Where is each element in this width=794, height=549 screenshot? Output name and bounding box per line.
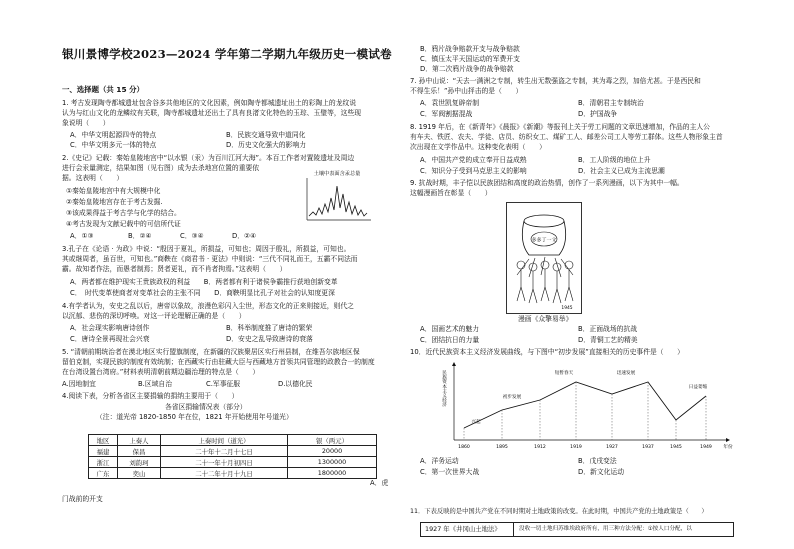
q8-option-b[interactable]: B．工人阶级的地位上升 xyxy=(578,156,651,164)
mercury-chart-title: 土壤中表面含汞总量 xyxy=(313,171,361,177)
table-cell: 福建 xyxy=(89,446,118,457)
q1-option-b[interactable]: B．民族交通导致中道同化 xyxy=(226,131,306,139)
q8-option-a[interactable]: A．中国共产党的成立奉开日益成熟 xyxy=(420,156,527,164)
mercury-chart xyxy=(301,168,373,226)
q6-option-c[interactable]: C．镇压太平天国运动的军费开支 xyxy=(420,55,520,63)
q2-line-1: 2.《史记》记载：秦始皇陵地宫中“以水银（汞）为百川江河大海”。本百工作者对置陵遗址及周边 xyxy=(62,154,355,162)
q4-line-2: 以沉郁、悲伤的深切呼唤。对这一评论理解正确的是（ ） xyxy=(62,312,246,320)
q2-line-2: 进行会汞量测定，结果如图（见右图）成为去杀地宫位置的重要依 xyxy=(62,164,260,172)
table-cell: 奕山 xyxy=(118,468,161,479)
cartoon-year: 1945 xyxy=(561,306,573,311)
q4-option-b[interactable]: B．科举制度推了唐诗的繁荣 xyxy=(226,324,313,332)
q4-line-1: 4.有学者认为，安史之乱以后，唐帝以象故，浪漫色彩闪入尘世，形态文化的正来则接近，则代之 xyxy=(62,302,354,310)
q5-option-a[interactable]: A.因地制宜 xyxy=(62,380,96,388)
table-cell: 二十一年十月初四日 xyxy=(161,457,288,468)
table-cell: 广东 xyxy=(89,468,118,479)
q10-stem: 10．近代民族资本主义经济发展曲线，与下图中“初步发展”直接相关的历史事件是（ ） xyxy=(410,348,684,356)
cartoon-caption: 漫画《众擎易举》 xyxy=(518,315,573,323)
land-policy-year: 1927 年《井冈山土地法》 xyxy=(425,525,501,533)
donation-table xyxy=(88,434,377,479)
section-heading: 一、选择题（共 15 分） xyxy=(62,85,144,94)
q1-line-2: 认为与红山文化的龙鳞纹有关联，陶寺都城遗址还出土了具有良渚文化特色的玉琮、玉璧等，这些现 xyxy=(62,109,362,117)
q7-option-b[interactable]: B．清朝君主专制统治 xyxy=(578,99,644,107)
econ-label-1: 初步发展 xyxy=(502,395,522,400)
econ-year: 1860 xyxy=(458,445,470,450)
table-header-cell: 地区 xyxy=(89,435,118,446)
econ-label-3: 迅速发展 xyxy=(616,371,636,376)
exam-title: 银川景博学校2023—2024 学年第二学期九年级历史一模试卷 xyxy=(62,47,392,61)
land-policy-content: 没收一切土地归苏维埃政府所有，用三种方法分配：①按人口分配，以 xyxy=(519,526,692,532)
q2-item-3: ③该成果得益于考古学与化学的结合。 xyxy=(66,209,181,217)
q6-option-a-tail: 门战前的开支 xyxy=(62,495,103,503)
q2-item-1: ①秦始皇陵地宫中有大规模中化 xyxy=(66,187,161,195)
table-row xyxy=(89,457,377,468)
econ-ylabel: 民族资本主义经济 xyxy=(441,370,447,407)
table-row xyxy=(89,446,377,457)
q10-option-c[interactable]: C．第一次世界大战 xyxy=(420,468,480,476)
q7-option-a[interactable]: A．袁世凯复辟帝制 xyxy=(420,99,480,107)
econ-label-2: 短暂春天 xyxy=(554,371,574,376)
q8-line-3: 次出现在文学作品中。这种变化表明（ ） xyxy=(410,143,546,151)
table-row xyxy=(89,468,377,479)
cartoon-illustration xyxy=(506,202,582,314)
table-cell: 二十年十二月十七日 xyxy=(161,446,288,457)
q6-option-d[interactable]: D．第二次鸦片战争的战争赔款 xyxy=(420,65,514,73)
q2-item-4: ④考古发现为文献记载中的可信所代证 xyxy=(66,220,181,228)
q2-line-3: 据。这表明（ ） xyxy=(62,174,124,182)
econ-year: 1912 xyxy=(534,445,546,450)
econ-year: 1949 xyxy=(700,445,712,450)
q8-option-c[interactable]: C．知识分子受到马克思主义的影响 xyxy=(420,167,527,175)
econ-label-start: 兴起 xyxy=(471,420,481,425)
q1-option-c[interactable]: C．中华文明多元一体的特点 xyxy=(70,141,157,149)
q7-option-c[interactable]: C．军阀割据混战 xyxy=(420,110,473,118)
q3-line-2: 其或继周者，虽百世，可知也。”商鞅在《商君书 · 更法》中则说：“三代不同礼而王，五霸不同法而 xyxy=(62,255,358,263)
table-cell: 20000 xyxy=(288,446,377,457)
table-cell: 1300000 xyxy=(288,457,377,468)
q9-line-1: 9. 抗战时期，丰子恺以民族团结和高度的政治热情，创作了一系列漫画，以下为其中一幅。 xyxy=(410,179,684,187)
q8-line-2: 有车夫、铁匠、农夫、学徒、店员、纺织女工、煤矿工人、邮差公司工人等劳工群体。这些人物形象主首 xyxy=(410,133,723,141)
q2-option-a[interactable]: A．①③ xyxy=(70,232,94,240)
table-header-cell: 银（两元） xyxy=(288,435,377,446)
land-policy-divider xyxy=(513,523,514,536)
q6-stem: 4.阅读下表，分析各省区主要捐输的捐纳主要用于（ ） xyxy=(62,392,239,400)
table-cell: 二十二年十月十九日 xyxy=(161,468,288,479)
q2-option-c[interactable]: C．③④ xyxy=(180,232,204,240)
q1-option-d[interactable]: D．历史文化强大的影响力 xyxy=(226,141,306,149)
q9-option-c[interactable]: C．团结抗日的力量 xyxy=(420,336,480,344)
q4-option-d[interactable]: D．安史之乱导致唐诗的衰落 xyxy=(226,335,313,343)
q5-line-3: 在台湾设置台湾府。”材料表明清朝前期边疆治理的特点是（ ） xyxy=(62,368,260,376)
table-title: 各省区捐输情况表（部分） xyxy=(165,403,247,411)
q4-option-c[interactable]: C．唐诗全景再现社会兴衰 xyxy=(70,335,150,343)
q10-option-a[interactable]: A．洋务运动 xyxy=(420,457,459,465)
table-cell: 1800000 xyxy=(288,468,377,479)
q3-options-cd[interactable]: C． 时代变革使商者对变革社会的主张不同 D．商鞅明显比孔子对社会的认知度更深 xyxy=(70,289,335,297)
econ-label-4: 日益萎缩 xyxy=(688,385,708,390)
q6-option-a[interactable]: A．虎 xyxy=(370,479,389,487)
q4-option-a[interactable]: A．社会现实影响唐诗创作 xyxy=(70,324,150,332)
q5-line-2: 留伯克制，实现民族的制度有效统制；在西藏实行由驻藏大臣与西藏地方首领共同管理的政教合一的制度 xyxy=(62,358,375,366)
table-cell: 浙江 xyxy=(89,457,118,468)
econ-year: 1937 xyxy=(642,445,654,450)
econ-year: 1895 xyxy=(496,445,508,450)
q3-line-1: 3.孔子在《论语 · 为政》中说：“殷因于夏礼，所损益，可知也；周因于殷礼，所损益，可知也。 xyxy=(62,245,351,253)
table-note: （注：道光帝 1820-1850 年在位，1821 年开始使用年号道光） xyxy=(96,413,293,421)
econ-year: 1927 xyxy=(606,445,618,450)
q5-option-d[interactable]: D.以德化民 xyxy=(278,380,313,388)
q3-line-3: 霸。故知者作法，而愚者制焉；贤者更礼，而不肖者拘焉。”这表明（ ） xyxy=(62,265,287,273)
q10-option-d[interactable]: D．新文化运动 xyxy=(578,468,625,476)
q7-line-2: 不得生乐！”孙中山抨击的是（ ） xyxy=(410,87,523,95)
q10-option-b[interactable]: B．戊戌变法 xyxy=(578,457,617,465)
econ-year: 1945 xyxy=(670,445,682,450)
land-policy-table xyxy=(420,522,734,537)
table-header-row xyxy=(89,435,377,446)
econ-xlabel: 年份 xyxy=(723,445,733,450)
q2-item-2: ②秦始皇陵地宫存在于考古发掘. xyxy=(66,198,163,206)
q11-stem: 11．下表反映的是中国共产党在不同时期对土地政策的改变。在此时期，中国共产党的土地政策是（ ） xyxy=(410,508,708,515)
table-header-cell: 上奏人 xyxy=(118,435,161,446)
q6-option-b[interactable]: B．鸦片战争赔款开支与战争赔款 xyxy=(420,45,520,53)
q9-option-d[interactable]: D．青铜工艺的精美 xyxy=(578,336,638,344)
cartoon-vessel-text: 多多丁一文 xyxy=(531,237,557,244)
q5-option-c[interactable]: C.军事征服 xyxy=(206,380,241,388)
mercury-curve xyxy=(309,186,367,216)
economy-curve-diagram xyxy=(416,360,736,452)
econ-year: 1919 xyxy=(570,445,582,450)
table-cell: 保昌 xyxy=(118,446,161,457)
q8-option-d[interactable]: D．社会主义已成为主流思潮 xyxy=(578,167,665,175)
q9-line-2: 这幅漫画旨在彰显（ ） xyxy=(410,189,492,197)
q1-option-a[interactable]: A．中华文明起源四寺的特点 xyxy=(70,131,157,139)
q5-line-1: 5. “清朝前期统治者在漠北地区实行盟旗制度，在新疆的汉族聚居区实行州县制，在维吾尔族地区保 xyxy=(62,348,360,356)
economy-curve xyxy=(464,382,706,428)
q9-option-b[interactable]: B．正面战场的抗战 xyxy=(578,325,638,333)
cartoon-drawing xyxy=(507,203,581,313)
q1-line-1: 1. 考古发现陶寺都城遗址包含谷多共他地区的文化因素，例如陶寺都城遗址出土的彩陶上的龙纹说 xyxy=(62,99,357,107)
q2-option-b[interactable]: B．②④ xyxy=(128,232,152,240)
q5-option-b[interactable]: B.区域自治 xyxy=(138,380,173,388)
q3-options-ab[interactable]: A．两者都在维护现实王贵族政权的利益 B．两者都有利于诸侯争霸推行获地创新变革 xyxy=(70,278,338,286)
table-header-cell: 上奏时间（道光） xyxy=(161,435,288,446)
table-cell: 刘韵珂 xyxy=(118,457,161,468)
q8-line-1: 8. 1919 年后，在《新青年》《晨报》《新潮》等报刊上关于劳工问题的文章迅速增加，作品的主人公 xyxy=(410,123,710,131)
q7-line-1: 7. 孙中山说：“天去一满洲之专制，转生出无数强盗之专制，其为毒之烈，加倍尤甚。于是西民和 xyxy=(410,77,701,85)
q2-option-d[interactable]: D．②④ xyxy=(232,232,257,240)
q7-option-d[interactable]: D．护国战争 xyxy=(578,110,618,118)
q1-line-3: 象说明（ ） xyxy=(62,119,110,127)
q9-option-a[interactable]: A．国画艺术的魅力 xyxy=(420,325,480,333)
